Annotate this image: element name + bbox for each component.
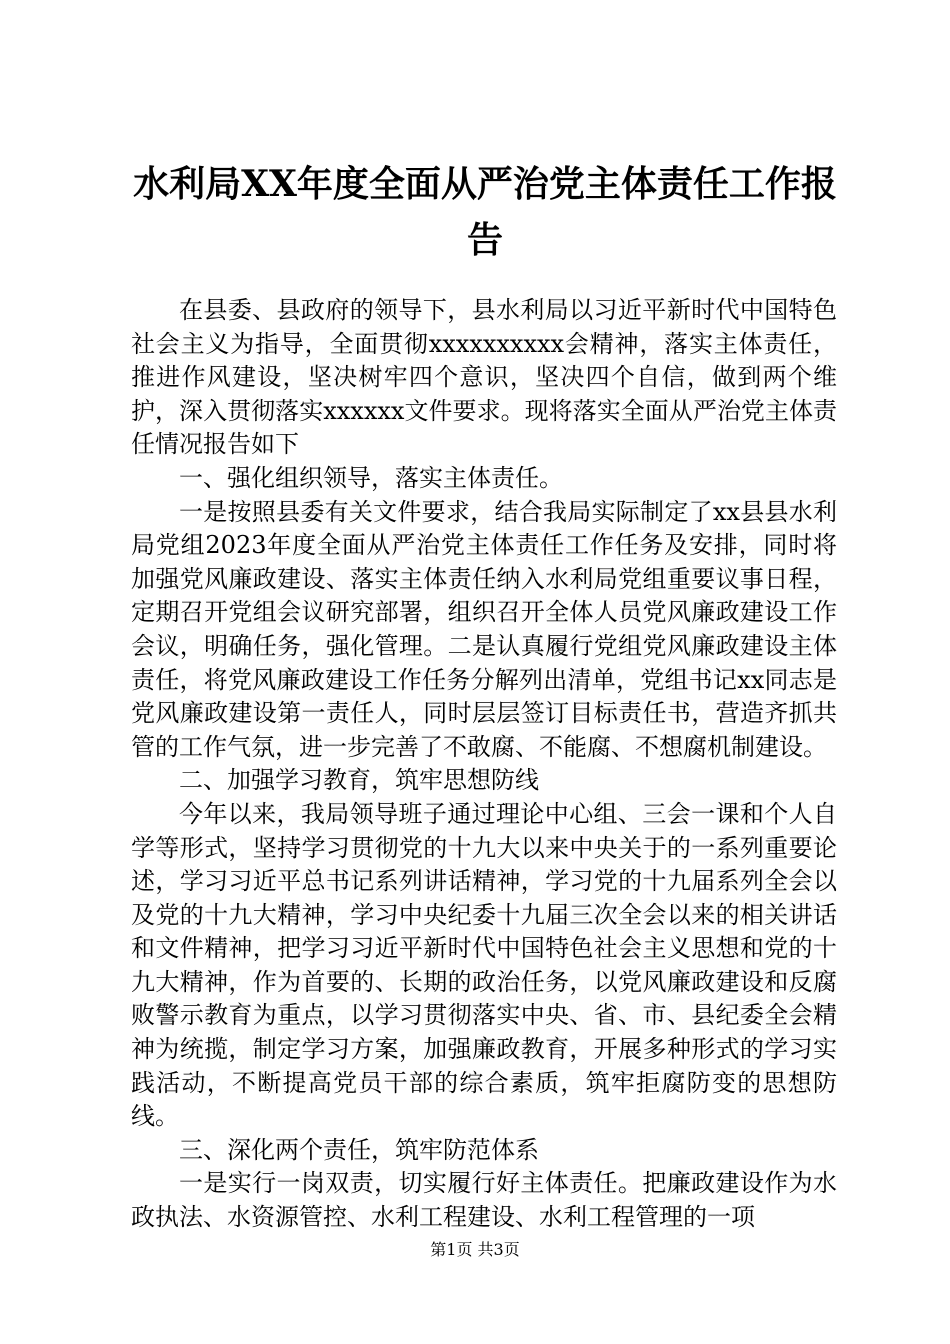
section-heading-2: 二、加强学习教育，筑牢思想防线	[179, 766, 539, 795]
section-2-paragraph: 今年以来，我局领导班子通过理论中心组、三会一课和个人自学等形式，坚持学习贯彻党的十九大以来中央关于的一系列重要论述，学习习近平总书记系列讲话精神，学习党的十九届系列全会以及党的十九大精神，学习中央纪委十九届三次全会以来的相关讲话和文件精神，把学习习近平新时代中国特色社会主义思想和党的十九大精神，作为首要的、长期的政治任务，以党风廉政建设和反腐败警示教育为重点，以学习贯彻落实中央、省、市、县纪委全会精神为统揽，制定学习方案，加强廉政教育，开展多种形式的学习实践活动，不断提高党员干部的综合素质，筑牢拒腐防变的思想防线。	[131, 799, 837, 1131]
section-heading-3: 三、深化两个责任，筑牢防范体系	[179, 1135, 539, 1164]
section-heading-1: 一、强化组织领导，落实主体责任。	[179, 463, 563, 492]
document-body	[131, 294, 837, 1235]
section-1-paragraph: 一是按照县委有关文件要求，结合我局实际制定了xx县县水利局党组2023年度全面从严治党主体责任工作任务及安排，同时将加强党风廉政建设、落实主体责任纳入水利局党组重要议事日程，定期召开党组会议研究部署，组织召开全体人员党风廉政建设工作会议，明确任务，强化管理。二是认真履行党组党风廉政建设主体责任，将党风廉政建设工作任务分解列出清单，党组书记xx同志是党风廉政建设第一责任人，同时层层签订目标责任书，营造齐抓共管的工作气氛，进一步完善了不敢腐、不能腐、不想腐机制建设。	[131, 497, 837, 761]
section-3-paragraph: 一是实行一岗双责，切实履行好主体责任。把廉政建设作为水政执法、水资源管控、水利工程建设、水利工程管理的一项	[131, 1169, 837, 1232]
page-number-footer: 第1页 共3页	[430, 1240, 520, 1259]
document-title: 水利局XX年度全面从严治党主体责任工作报告	[133, 163, 837, 261]
intro-paragraph: 在县委、县政府的领导下，县水利局以习近平新时代中国特色社会主义为指导，全面贯彻xxxxxxxxxx会精神，落实主体责任，推进作风建设，坚决树牢四个意识，坚决四个自信，做到两个维护，深入贯彻落实xxxxxx文件要求。现将落实全面从严治党主体责任情况报告如下	[131, 296, 837, 459]
